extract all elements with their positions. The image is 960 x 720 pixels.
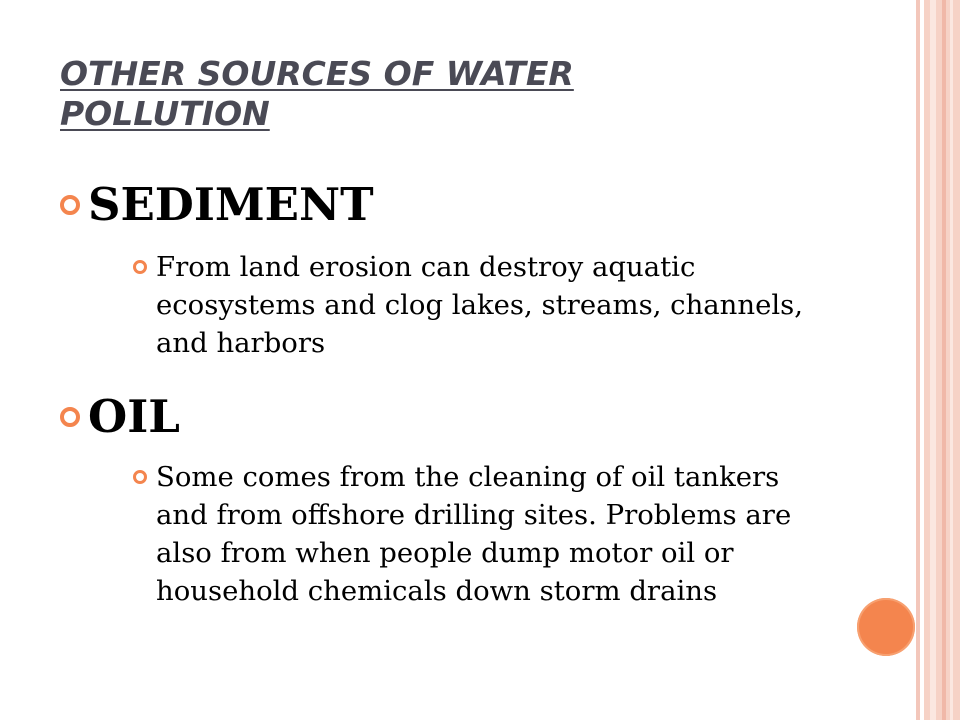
bullet-heading: SEDIMENT xyxy=(88,178,374,231)
bullet-oil xyxy=(60,392,180,442)
border-strip xyxy=(930,0,936,720)
sub-bullet-text: Some comes from the cleaning of oil tankers and from offshore drilling sites. Problems are also from when people dump motor oil or household chemicals down storm drains xyxy=(156,461,792,607)
ring-bullet-icon xyxy=(133,260,147,274)
orange-circle-decoration xyxy=(857,598,915,656)
sub-bullet-sediment xyxy=(133,248,833,362)
bullet-sediment xyxy=(60,180,374,230)
border-strip xyxy=(942,0,946,720)
ring-bullet-icon xyxy=(60,407,80,427)
slide-title: OTHER SOURCES OF WATER POLLUTION xyxy=(60,54,574,133)
border-strip xyxy=(950,0,953,720)
border-strip xyxy=(916,0,920,720)
sub-bullet-text: From land erosion can destroy aquatic ecosystems and clog lakes, streams, channels, and harbors xyxy=(156,251,804,359)
ring-bullet-icon xyxy=(133,470,147,484)
sub-bullet-oil xyxy=(133,458,833,610)
bullet-heading: OIL xyxy=(88,390,180,443)
ring-bullet-icon xyxy=(60,195,80,215)
